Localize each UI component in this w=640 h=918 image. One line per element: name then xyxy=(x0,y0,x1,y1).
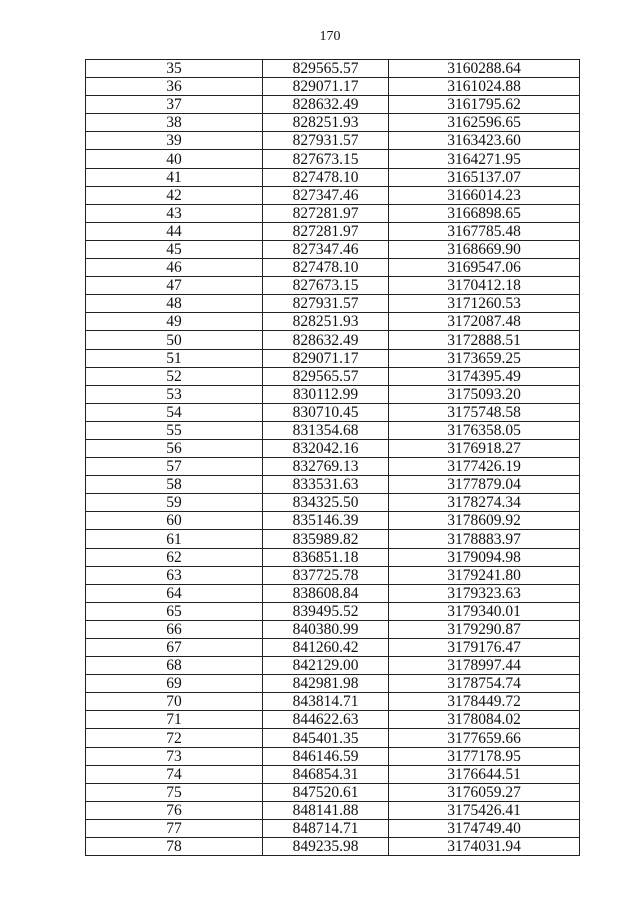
table-row xyxy=(86,78,580,96)
table-row xyxy=(86,765,580,783)
table-row xyxy=(86,476,580,494)
point-number-cell: 62 xyxy=(86,548,263,566)
x-coordinate-cell: 847520.61 xyxy=(263,783,389,801)
table-row xyxy=(86,530,580,548)
x-coordinate-cell: 828251.93 xyxy=(263,114,389,132)
x-coordinate-cell: 834325.50 xyxy=(263,494,389,512)
x-coordinate-cell: 841260.42 xyxy=(263,639,389,657)
y-coordinate-cell: 3175426.41 xyxy=(389,801,580,819)
table-row xyxy=(86,494,580,512)
point-number-cell: 45 xyxy=(86,240,263,258)
point-number-cell: 68 xyxy=(86,657,263,675)
y-coordinate-cell: 3179094.98 xyxy=(389,548,580,566)
y-coordinate-cell: 3166898.65 xyxy=(389,204,580,222)
y-coordinate-cell: 3166014.23 xyxy=(389,186,580,204)
y-coordinate-cell: 3173659.25 xyxy=(389,349,580,367)
y-coordinate-cell: 3178609.92 xyxy=(389,512,580,530)
x-coordinate-cell: 848141.88 xyxy=(263,801,389,819)
y-coordinate-cell: 3176059.27 xyxy=(389,783,580,801)
x-coordinate-cell: 832042.16 xyxy=(263,439,389,457)
point-number-cell: 72 xyxy=(86,729,263,747)
x-coordinate-cell: 832769.13 xyxy=(263,458,389,476)
table-row xyxy=(86,385,580,403)
y-coordinate-cell: 3178883.97 xyxy=(389,530,580,548)
table-row xyxy=(86,277,580,295)
x-coordinate-cell: 828632.49 xyxy=(263,96,389,114)
table-row xyxy=(86,693,580,711)
y-coordinate-cell: 3175748.58 xyxy=(389,403,580,421)
x-coordinate-cell: 835989.82 xyxy=(263,530,389,548)
x-coordinate-cell: 829565.57 xyxy=(263,60,389,78)
table-row xyxy=(86,783,580,801)
point-number-cell: 69 xyxy=(86,675,263,693)
y-coordinate-cell: 3169547.06 xyxy=(389,259,580,277)
y-coordinate-cell: 3174031.94 xyxy=(389,838,580,856)
coordinates-table xyxy=(85,59,580,856)
x-coordinate-cell: 837725.78 xyxy=(263,566,389,584)
x-coordinate-cell: 846854.31 xyxy=(263,765,389,783)
y-coordinate-cell: 3176918.27 xyxy=(389,439,580,457)
table-row xyxy=(86,838,580,856)
table-row xyxy=(86,313,580,331)
y-coordinate-cell: 3179290.87 xyxy=(389,620,580,638)
x-coordinate-cell: 827347.46 xyxy=(263,240,389,258)
point-number-cell: 78 xyxy=(86,838,263,856)
y-coordinate-cell: 3176358.05 xyxy=(389,421,580,439)
x-coordinate-cell: 829071.17 xyxy=(263,78,389,96)
x-coordinate-cell: 842981.98 xyxy=(263,675,389,693)
table-row xyxy=(86,421,580,439)
table-row xyxy=(86,747,580,765)
x-coordinate-cell: 844622.63 xyxy=(263,711,389,729)
table-row xyxy=(86,439,580,457)
x-coordinate-cell: 831354.68 xyxy=(263,421,389,439)
point-number-cell: 52 xyxy=(86,367,263,385)
table-row xyxy=(86,204,580,222)
y-coordinate-cell: 3179176.47 xyxy=(389,639,580,657)
x-coordinate-cell: 848714.71 xyxy=(263,819,389,837)
table-row xyxy=(86,566,580,584)
point-number-cell: 40 xyxy=(86,150,263,168)
x-coordinate-cell: 827281.97 xyxy=(263,204,389,222)
point-number-cell: 44 xyxy=(86,222,263,240)
point-number-cell: 56 xyxy=(86,439,263,457)
table-row xyxy=(86,96,580,114)
x-coordinate-cell: 833531.63 xyxy=(263,476,389,494)
point-number-cell: 46 xyxy=(86,259,263,277)
point-number-cell: 65 xyxy=(86,602,263,620)
y-coordinate-cell: 3178449.72 xyxy=(389,693,580,711)
y-coordinate-cell: 3172087.48 xyxy=(389,313,580,331)
y-coordinate-cell: 3179340.01 xyxy=(389,602,580,620)
table-row xyxy=(86,132,580,150)
y-coordinate-cell: 3163423.60 xyxy=(389,132,580,150)
point-number-cell: 75 xyxy=(86,783,263,801)
y-coordinate-cell: 3178997.44 xyxy=(389,657,580,675)
x-coordinate-cell: 830710.45 xyxy=(263,403,389,421)
y-coordinate-cell: 3179323.63 xyxy=(389,584,580,602)
point-number-cell: 76 xyxy=(86,801,263,819)
x-coordinate-cell: 849235.98 xyxy=(263,838,389,856)
x-coordinate-cell: 839495.52 xyxy=(263,602,389,620)
y-coordinate-cell: 3165137.07 xyxy=(389,168,580,186)
table-row xyxy=(86,60,580,78)
table-row xyxy=(86,403,580,421)
point-number-cell: 63 xyxy=(86,566,263,584)
point-number-cell: 64 xyxy=(86,584,263,602)
table-row xyxy=(86,150,580,168)
x-coordinate-cell: 827931.57 xyxy=(263,132,389,150)
x-coordinate-cell: 827347.46 xyxy=(263,186,389,204)
coordinates-table-body xyxy=(86,60,580,856)
table-row xyxy=(86,711,580,729)
point-number-cell: 53 xyxy=(86,385,263,403)
x-coordinate-cell: 828632.49 xyxy=(263,331,389,349)
y-coordinate-cell: 3160288.64 xyxy=(389,60,580,78)
x-coordinate-cell: 830112.99 xyxy=(263,385,389,403)
point-number-cell: 42 xyxy=(86,186,263,204)
point-number-cell: 48 xyxy=(86,295,263,313)
point-number-cell: 39 xyxy=(86,132,263,150)
point-number-cell: 57 xyxy=(86,458,263,476)
table-row xyxy=(86,186,580,204)
y-coordinate-cell: 3167785.48 xyxy=(389,222,580,240)
y-coordinate-cell: 3178754.74 xyxy=(389,675,580,693)
y-coordinate-cell: 3176644.51 xyxy=(389,765,580,783)
table-row xyxy=(86,801,580,819)
point-number-cell: 66 xyxy=(86,620,263,638)
y-coordinate-cell: 3174749.40 xyxy=(389,819,580,837)
table-row xyxy=(86,222,580,240)
y-coordinate-cell: 3162596.65 xyxy=(389,114,580,132)
point-number-cell: 43 xyxy=(86,204,263,222)
x-coordinate-cell: 840380.99 xyxy=(263,620,389,638)
y-coordinate-cell: 3175093.20 xyxy=(389,385,580,403)
y-coordinate-cell: 3164271.95 xyxy=(389,150,580,168)
point-number-cell: 47 xyxy=(86,277,263,295)
y-coordinate-cell: 3177879.04 xyxy=(389,476,580,494)
y-coordinate-cell: 3177426.19 xyxy=(389,458,580,476)
page-number: 170 xyxy=(319,29,341,44)
x-coordinate-cell: 836851.18 xyxy=(263,548,389,566)
table-row xyxy=(86,819,580,837)
table-row xyxy=(86,548,580,566)
y-coordinate-cell: 3172888.51 xyxy=(389,331,580,349)
y-coordinate-cell: 3178084.02 xyxy=(389,711,580,729)
point-number-cell: 49 xyxy=(86,313,263,331)
y-coordinate-cell: 3170412.18 xyxy=(389,277,580,295)
x-coordinate-cell: 827931.57 xyxy=(263,295,389,313)
y-coordinate-cell: 3161795.62 xyxy=(389,96,580,114)
point-number-cell: 77 xyxy=(86,819,263,837)
table-row xyxy=(86,114,580,132)
point-number-cell: 37 xyxy=(86,96,263,114)
point-number-cell: 60 xyxy=(86,512,263,530)
point-number-cell: 50 xyxy=(86,331,263,349)
table-row xyxy=(86,602,580,620)
x-coordinate-cell: 829071.17 xyxy=(263,349,389,367)
point-number-cell: 71 xyxy=(86,711,263,729)
table-row xyxy=(86,349,580,367)
point-number-cell: 59 xyxy=(86,494,263,512)
table-row xyxy=(86,295,580,313)
y-coordinate-cell: 3177178.95 xyxy=(389,747,580,765)
point-number-cell: 58 xyxy=(86,476,263,494)
x-coordinate-cell: 827478.10 xyxy=(263,259,389,277)
x-coordinate-cell: 827281.97 xyxy=(263,222,389,240)
x-coordinate-cell: 827478.10 xyxy=(263,168,389,186)
table-row xyxy=(86,240,580,258)
point-number-cell: 67 xyxy=(86,639,263,657)
x-coordinate-cell: 846146.59 xyxy=(263,747,389,765)
y-coordinate-cell: 3177659.66 xyxy=(389,729,580,747)
point-number-cell: 36 xyxy=(86,78,263,96)
table-row xyxy=(86,331,580,349)
x-coordinate-cell: 827673.15 xyxy=(263,277,389,295)
x-coordinate-cell: 845401.35 xyxy=(263,729,389,747)
point-number-cell: 74 xyxy=(86,765,263,783)
x-coordinate-cell: 829565.57 xyxy=(263,367,389,385)
table-row xyxy=(86,729,580,747)
x-coordinate-cell: 842129.00 xyxy=(263,657,389,675)
point-number-cell: 38 xyxy=(86,114,263,132)
point-number-cell: 51 xyxy=(86,349,263,367)
point-number-cell: 54 xyxy=(86,403,263,421)
table-row xyxy=(86,639,580,657)
point-number-cell: 55 xyxy=(86,421,263,439)
table-row xyxy=(86,657,580,675)
x-coordinate-cell: 843814.71 xyxy=(263,693,389,711)
y-coordinate-cell: 3179241.80 xyxy=(389,566,580,584)
y-coordinate-cell: 3171260.53 xyxy=(389,295,580,313)
x-coordinate-cell: 835146.39 xyxy=(263,512,389,530)
y-coordinate-cell: 3168669.90 xyxy=(389,240,580,258)
y-coordinate-cell: 3161024.88 xyxy=(389,78,580,96)
table-row xyxy=(86,367,580,385)
y-coordinate-cell: 3178274.34 xyxy=(389,494,580,512)
table-row xyxy=(86,512,580,530)
x-coordinate-cell: 828251.93 xyxy=(263,313,389,331)
point-number-cell: 73 xyxy=(86,747,263,765)
y-coordinate-cell: 3174395.49 xyxy=(389,367,580,385)
table-row xyxy=(86,584,580,602)
x-coordinate-cell: 838608.84 xyxy=(263,584,389,602)
table-row xyxy=(86,620,580,638)
table-row xyxy=(86,458,580,476)
table-row xyxy=(86,259,580,277)
point-number-cell: 61 xyxy=(86,530,263,548)
point-number-cell: 41 xyxy=(86,168,263,186)
point-number-cell: 70 xyxy=(86,693,263,711)
table-row xyxy=(86,675,580,693)
point-number-cell: 35 xyxy=(86,60,263,78)
x-coordinate-cell: 827673.15 xyxy=(263,150,389,168)
table-row xyxy=(86,168,580,186)
